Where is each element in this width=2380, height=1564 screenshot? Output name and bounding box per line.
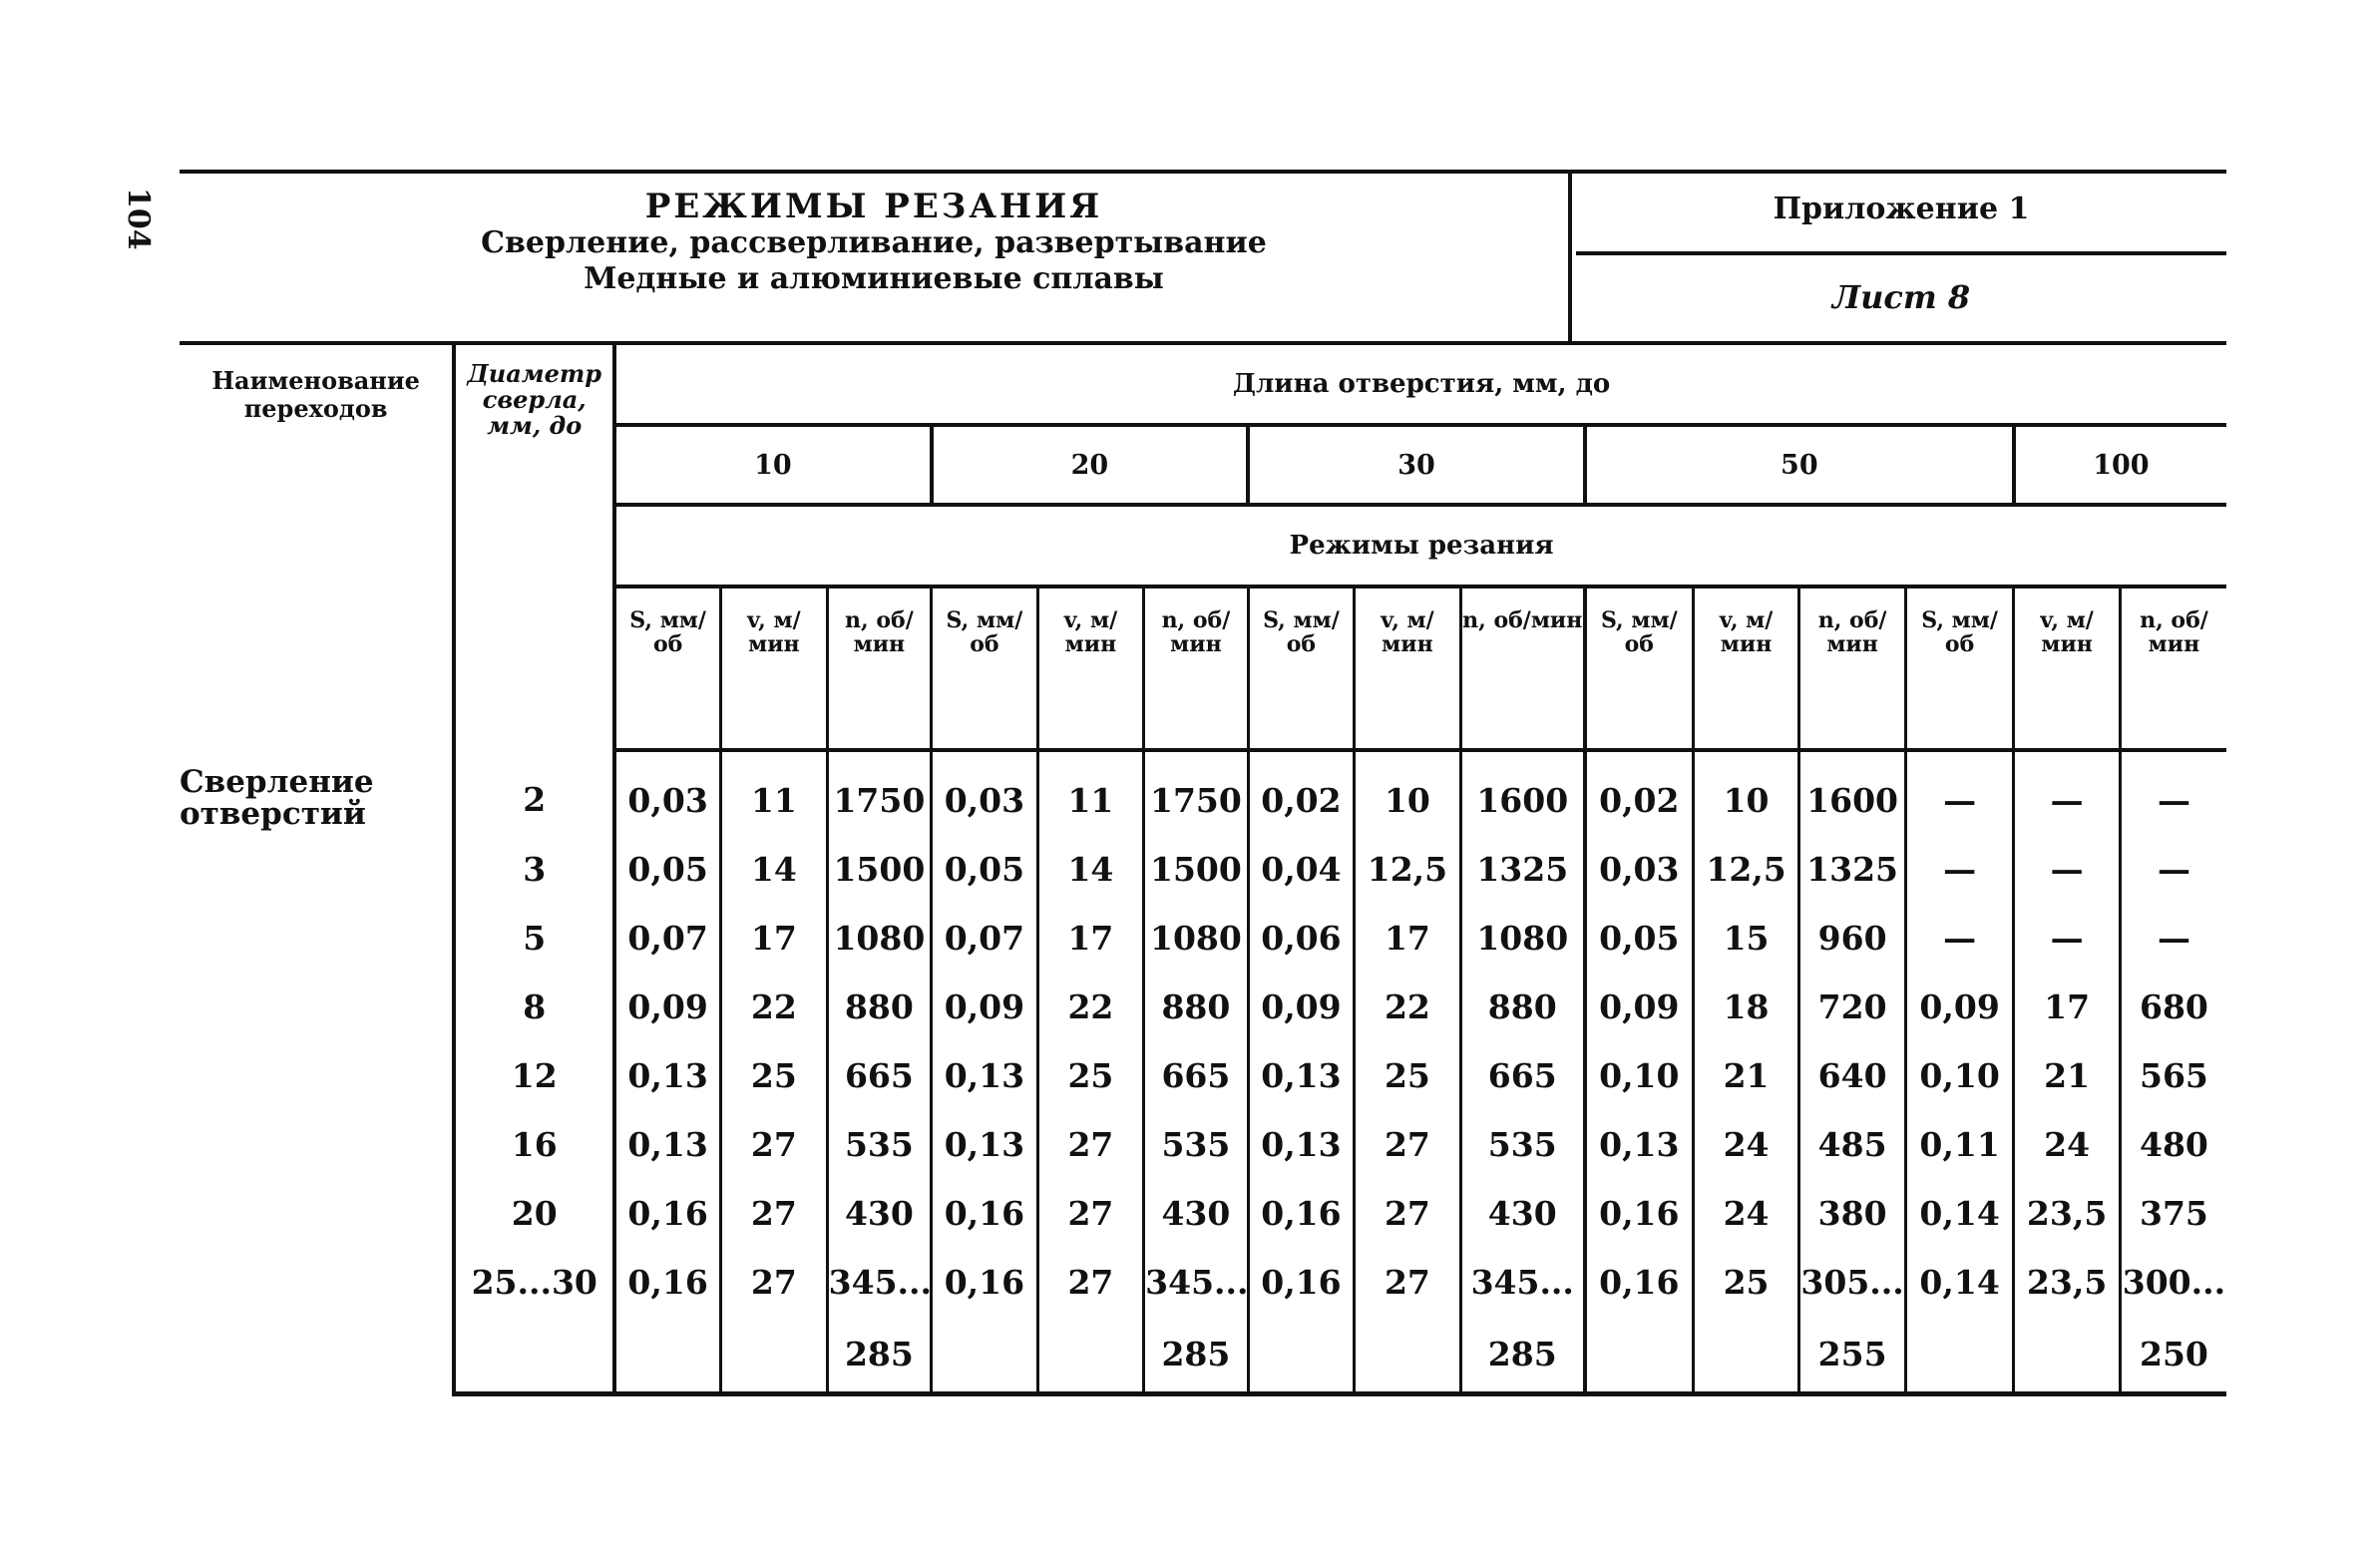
value-cell: 24: [2014, 1110, 2121, 1179]
value-cell: 22: [721, 973, 828, 1041]
value-cell: 27: [1355, 1110, 1461, 1179]
value-cell: 0,13: [932, 1041, 1038, 1110]
diameter-cell: 2: [454, 750, 614, 835]
length-header: Длина отверстия, мм, до: [614, 345, 2226, 425]
length-20-header: 20: [932, 425, 1249, 505]
table-row: [180, 973, 2226, 1041]
value-cell: 23,5: [2014, 1179, 2121, 1248]
value-cell: 880: [827, 973, 932, 1041]
value-cell: 14: [721, 835, 828, 904]
value-cell: 10: [1355, 750, 1461, 835]
value-cell: 0,13: [1585, 1110, 1694, 1179]
diameter-cell: 25...30: [454, 1248, 614, 1317]
value-cell: 1600: [1799, 750, 1906, 835]
appendix-section: [1576, 174, 2226, 341]
diameter-cell: 16: [454, 1110, 614, 1179]
value-cell: 0,07: [932, 904, 1038, 973]
value-cell: 10: [1693, 750, 1799, 835]
value-cell: 250: [2120, 1317, 2226, 1394]
value-cell: 535: [1144, 1110, 1249, 1179]
value-cell: 665: [1144, 1041, 1249, 1110]
length-30-header: 30: [1248, 425, 1585, 505]
value-cell: 1325: [1460, 835, 1585, 904]
value-cell: 300...: [2122, 1263, 2226, 1302]
value-cell: —: [1905, 750, 2014, 835]
value-cell: 25: [1693, 1248, 1799, 1317]
value-cell: 0,09: [614, 973, 721, 1041]
value-cell: 17: [721, 904, 828, 973]
value-cell: [1037, 1317, 1144, 1394]
value-cell: 0,16: [614, 1248, 721, 1317]
page-number: 104: [121, 188, 156, 250]
value-cell: 0,09: [1248, 973, 1355, 1041]
operation-name: Сверление отверстий: [180, 750, 454, 1394]
value-cell: 23,5: [2014, 1248, 2121, 1317]
value-cell: —: [2157, 781, 2190, 820]
value-cell: 0,07: [614, 904, 721, 973]
value-cell: —: [2014, 904, 2121, 973]
value-cell: 1500: [1144, 835, 1249, 904]
value-cell: 480: [2139, 1125, 2208, 1164]
value-cell: [1355, 1317, 1461, 1394]
value-cell: 22: [1355, 973, 1461, 1041]
value-cell: 430: [1460, 1179, 1585, 1248]
value-cell: —: [2157, 919, 2190, 958]
value-cell: 0,03: [932, 750, 1038, 835]
value-cell: 0,16: [614, 1179, 721, 1248]
value-cell: 24: [1693, 1179, 1799, 1248]
value-cell: 21: [2014, 1041, 2121, 1110]
param-v-header: v, м/мин: [1355, 586, 1461, 750]
value-cell: 27: [1037, 1248, 1144, 1317]
value-cell: 1750: [1144, 750, 1249, 835]
value-cell: 0,16: [1585, 1179, 1694, 1248]
value-cell: 535: [827, 1110, 932, 1179]
value-cell: 375: [2139, 1194, 2208, 1233]
param-v-header: v, м/мин: [1037, 586, 1144, 750]
table-row: [180, 1248, 2226, 1317]
param-n-header: n, об/мин: [1460, 586, 1585, 750]
value-cell: 0,13: [1248, 1110, 1355, 1179]
value-cell: 22: [1037, 973, 1144, 1041]
value-cell: 27: [1355, 1248, 1461, 1317]
length-10-header: 10: [614, 425, 932, 505]
param-n-header: n, об/мин: [1144, 586, 1249, 750]
value-cell: 12,5: [1355, 835, 1461, 904]
main-title: РЕЖИМЫ РЕЗАНИЯ: [644, 187, 1103, 226]
value-cell: 0,16: [1585, 1248, 1694, 1317]
value-cell: 17: [1037, 904, 1144, 973]
value-cell: 0,05: [1585, 904, 1694, 973]
value-cell: 17: [2014, 973, 2121, 1041]
param-v-header: v, м/мин: [721, 586, 828, 750]
param-v-header: v, м/мин: [1693, 586, 1799, 750]
value-cell: [2014, 1317, 2121, 1394]
value-cell: [1905, 1317, 2014, 1394]
value-cell: [614, 1317, 721, 1394]
value-cell: 12,5: [1693, 835, 1799, 904]
subtitle-materials: Медные и алюминиевые сплавы: [584, 261, 1164, 296]
value-cell: 0,16: [1248, 1179, 1355, 1248]
value-cell: 565: [2139, 1056, 2208, 1095]
value-cell: 0,02: [1248, 750, 1355, 835]
value-cell: 0,06: [1248, 904, 1355, 973]
value-cell: 25: [1037, 1041, 1144, 1110]
value-cell: 0,03: [614, 750, 721, 835]
value-cell: 17: [1355, 904, 1461, 973]
value-cell: 0,05: [932, 835, 1038, 904]
title-block: [180, 170, 2226, 345]
value-cell: [721, 1317, 828, 1394]
length-50-header: 50: [1585, 425, 2014, 505]
value-cell: 345...: [1460, 1248, 1585, 1317]
value-cell: 535: [1460, 1110, 1585, 1179]
value-cell: 0,14: [1905, 1248, 2014, 1317]
value-cell: 18: [1693, 973, 1799, 1041]
value-cell: 880: [1144, 973, 1249, 1041]
diameter-cell: 5: [454, 904, 614, 973]
value-cell: 960: [1799, 904, 1906, 973]
subtitle-operations: Сверление, рассверливание, развертывание: [481, 225, 1267, 260]
param-s-header: S, мм/об: [1585, 586, 1694, 750]
value-cell: 0,16: [932, 1248, 1038, 1317]
value-cell: 0,13: [1248, 1041, 1355, 1110]
table-body: [180, 750, 2226, 1394]
value-cell: —: [1905, 904, 2014, 973]
value-cell: 0,13: [614, 1041, 721, 1110]
value-cell: 27: [1037, 1179, 1144, 1248]
value-cell: 0,13: [932, 1110, 1038, 1179]
value-cell: —: [2014, 750, 2121, 835]
value-cell: 11: [721, 750, 828, 835]
table-row: [180, 1317, 2226, 1394]
value-cell: 380: [1799, 1179, 1906, 1248]
title-section: [180, 174, 1572, 341]
diameter-cell: 12: [454, 1041, 614, 1110]
value-cell: 1080: [1460, 904, 1585, 973]
value-cell: 1080: [827, 904, 932, 973]
value-cell: 285: [1144, 1317, 1249, 1394]
document-sheet: [180, 170, 2226, 1396]
value-cell: 345...: [827, 1248, 932, 1317]
value-cell: 0,03: [1585, 835, 1694, 904]
param-s-header: S, мм/об: [932, 586, 1038, 750]
value-cell: —: [1905, 835, 2014, 904]
value-cell: 0,09: [1905, 973, 2014, 1041]
value-cell: [1693, 1317, 1799, 1394]
value-cell: 27: [1355, 1179, 1461, 1248]
value-cell: 27: [721, 1179, 828, 1248]
param-v-header: v, м/мин: [2014, 586, 2121, 750]
value-cell: 485: [1799, 1110, 1906, 1179]
param-n-header: n, об/мин: [1799, 586, 1906, 750]
value-cell: 11: [1037, 750, 1144, 835]
param-s-header: S, мм/об: [614, 586, 721, 750]
value-cell: 0,14: [1905, 1179, 2014, 1248]
cutting-modes-table: [180, 345, 2226, 1396]
appendix-label: Приложение 1: [1576, 174, 2226, 255]
value-cell: 1750: [827, 750, 932, 835]
value-cell: 1325: [1799, 835, 1906, 904]
value-cell: [1248, 1317, 1355, 1394]
param-s-header: S, мм/об: [1248, 586, 1355, 750]
param-n-header: n, об/мин: [827, 586, 932, 750]
value-cell: 0,16: [932, 1179, 1038, 1248]
value-cell: 665: [827, 1041, 932, 1110]
cutting-modes-header: Режимы резания: [614, 505, 2226, 586]
value-cell: 1600: [1460, 750, 1585, 835]
diameter-cell: 20: [454, 1179, 614, 1248]
value-cell: 0,05: [614, 835, 721, 904]
value-cell: 665: [1460, 1041, 1585, 1110]
value-cell: 680: [2139, 987, 2208, 1026]
value-cell: 1500: [827, 835, 932, 904]
value-cell: 430: [1144, 1179, 1249, 1248]
column-header-operation: Наименование переходов: [180, 345, 454, 750]
param-n-header: n, об/мин: [2120, 586, 2226, 750]
value-cell: 15: [1693, 904, 1799, 973]
value-cell: 14: [1037, 835, 1144, 904]
value-cell: —: [2014, 835, 2121, 904]
value-cell: 640: [1799, 1041, 1906, 1110]
table-row: [180, 835, 2226, 904]
value-cell: 21: [1693, 1041, 1799, 1110]
value-cell: 0,09: [1585, 973, 1694, 1041]
value-cell: 0,09: [932, 973, 1038, 1041]
value-cell: 880: [1460, 973, 1585, 1041]
value-cell: 345...: [1144, 1248, 1249, 1317]
diameter-cell: 8: [454, 973, 614, 1041]
value-cell: 305...: [1799, 1248, 1906, 1317]
value-cell: 1080: [1144, 904, 1249, 973]
value-cell: 27: [1037, 1110, 1144, 1179]
value-cell: 25: [1355, 1041, 1461, 1110]
length-100-header: 100: [2014, 425, 2226, 505]
diameter-cell: 3: [454, 835, 614, 904]
table-row: [180, 1179, 2226, 1248]
value-cell: 0,16: [1248, 1248, 1355, 1317]
param-s-header: S, мм/об: [1905, 586, 2014, 750]
value-cell: 255: [1799, 1317, 1906, 1394]
value-cell: 285: [827, 1317, 932, 1394]
value-cell: 0,04: [1248, 835, 1355, 904]
table-row: [180, 1041, 2226, 1110]
value-cell: 27: [721, 1248, 828, 1317]
value-cell: 0,13: [614, 1110, 721, 1179]
table-row: [180, 750, 2226, 835]
value-cell: [1585, 1317, 1694, 1394]
diameter-cell: [454, 1317, 614, 1394]
value-cell: 720: [1799, 973, 1906, 1041]
value-cell: 0,11: [1905, 1110, 2014, 1179]
value-cell: 430: [827, 1179, 932, 1248]
value-cell: 0,10: [1905, 1041, 2014, 1110]
value-cell: 27: [721, 1110, 828, 1179]
value-cell: 0,10: [1585, 1041, 1694, 1110]
value-cell: [932, 1317, 1038, 1394]
table-row: [180, 904, 2226, 973]
value-cell: 24: [1693, 1110, 1799, 1179]
sheet-number: Лист 8: [1831, 278, 1971, 316]
value-cell: 0,02: [1585, 750, 1694, 835]
column-header-diameter: Диаметр сверла, мм, до: [454, 345, 614, 750]
table-row: [180, 1110, 2226, 1179]
value-cell: 25: [721, 1041, 828, 1110]
value-cell: 285: [1460, 1317, 1585, 1394]
value-cell: —: [2157, 850, 2190, 889]
